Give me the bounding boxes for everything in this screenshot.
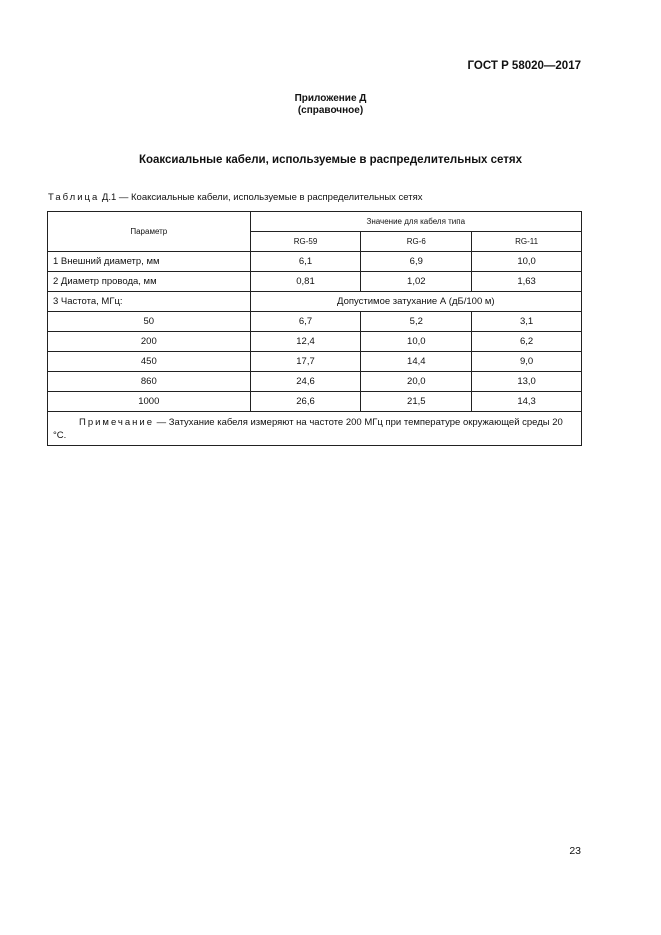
header-cable: RG-6 [361, 232, 472, 252]
row-value: 17,7 [250, 352, 361, 372]
section-title: Коаксиальные кабели, используемые в распределительных сетях [138, 154, 523, 166]
row-frequency: 200 [48, 332, 251, 352]
row-param: 1 Внешний диаметр, мм [48, 252, 251, 272]
appendix-title: Приложение Д [294, 93, 367, 104]
row-value: 14,4 [361, 352, 472, 372]
table-row [48, 372, 582, 392]
row-param: 3 Частота, МГц: [48, 292, 251, 312]
appendix-subtitle: (справочное) [297, 105, 364, 116]
table-row [48, 392, 582, 412]
row-value: 12,4 [250, 332, 361, 352]
table-row [48, 352, 582, 372]
appendix-heading [0, 93, 661, 117]
table-row [48, 252, 582, 272]
row-value: 6,1 [250, 252, 361, 272]
document-code: ГОСТ Р 58020—2017 [467, 60, 581, 72]
row-value: 14,3 [472, 392, 582, 412]
row-value: 1,02 [361, 272, 472, 292]
row-value: 10,0 [361, 332, 472, 352]
note-text: — Затухание кабеля измеряют на частоте 200 МГц при температуре окружающей среды 20 °С. [53, 416, 563, 441]
header-cable: RG-11 [472, 232, 582, 252]
row-param: 2 Диаметр провода, мм [48, 272, 251, 292]
header-cable: RG-59 [250, 232, 361, 252]
note-label: Примечание [79, 416, 154, 428]
row-value: 24,6 [250, 372, 361, 392]
row-value: 6,7 [250, 312, 361, 332]
row-frequency: 1000 [48, 392, 251, 412]
page-number: 23 [569, 845, 581, 857]
attenuation-header: Допустимое затухание А (дБ/100 м) [250, 292, 581, 312]
table-row [48, 272, 582, 292]
row-value: 1,63 [472, 272, 582, 292]
table-note [48, 412, 582, 446]
table-caption-text: Д.1 — Коаксиальные кабели, используемые в распределительных сетях [99, 192, 423, 203]
row-value: 9,0 [472, 352, 582, 372]
row-value: 6,2 [472, 332, 582, 352]
row-value: 20,0 [361, 372, 472, 392]
row-value: 26,6 [250, 392, 361, 412]
table-row [48, 292, 582, 312]
table-caption-label: Таблица [48, 192, 100, 203]
row-value: 13,0 [472, 372, 582, 392]
cable-table [47, 211, 582, 446]
header-param: Параметр [48, 212, 251, 252]
table-note-row [48, 412, 582, 446]
row-value: 3,1 [472, 312, 582, 332]
table-row [48, 312, 582, 332]
table-header-row [48, 212, 582, 232]
row-value: 5,2 [361, 312, 472, 332]
row-frequency: 450 [48, 352, 251, 372]
row-frequency: 50 [48, 312, 251, 332]
table-row [48, 332, 582, 352]
row-value: 6,9 [361, 252, 472, 272]
header-value: Значение для кабеля типа [250, 212, 581, 232]
row-value: 21,5 [361, 392, 472, 412]
row-frequency: 860 [48, 372, 251, 392]
row-value: 0,81 [250, 272, 361, 292]
table-caption [48, 192, 423, 203]
row-value: 10,0 [472, 252, 582, 272]
